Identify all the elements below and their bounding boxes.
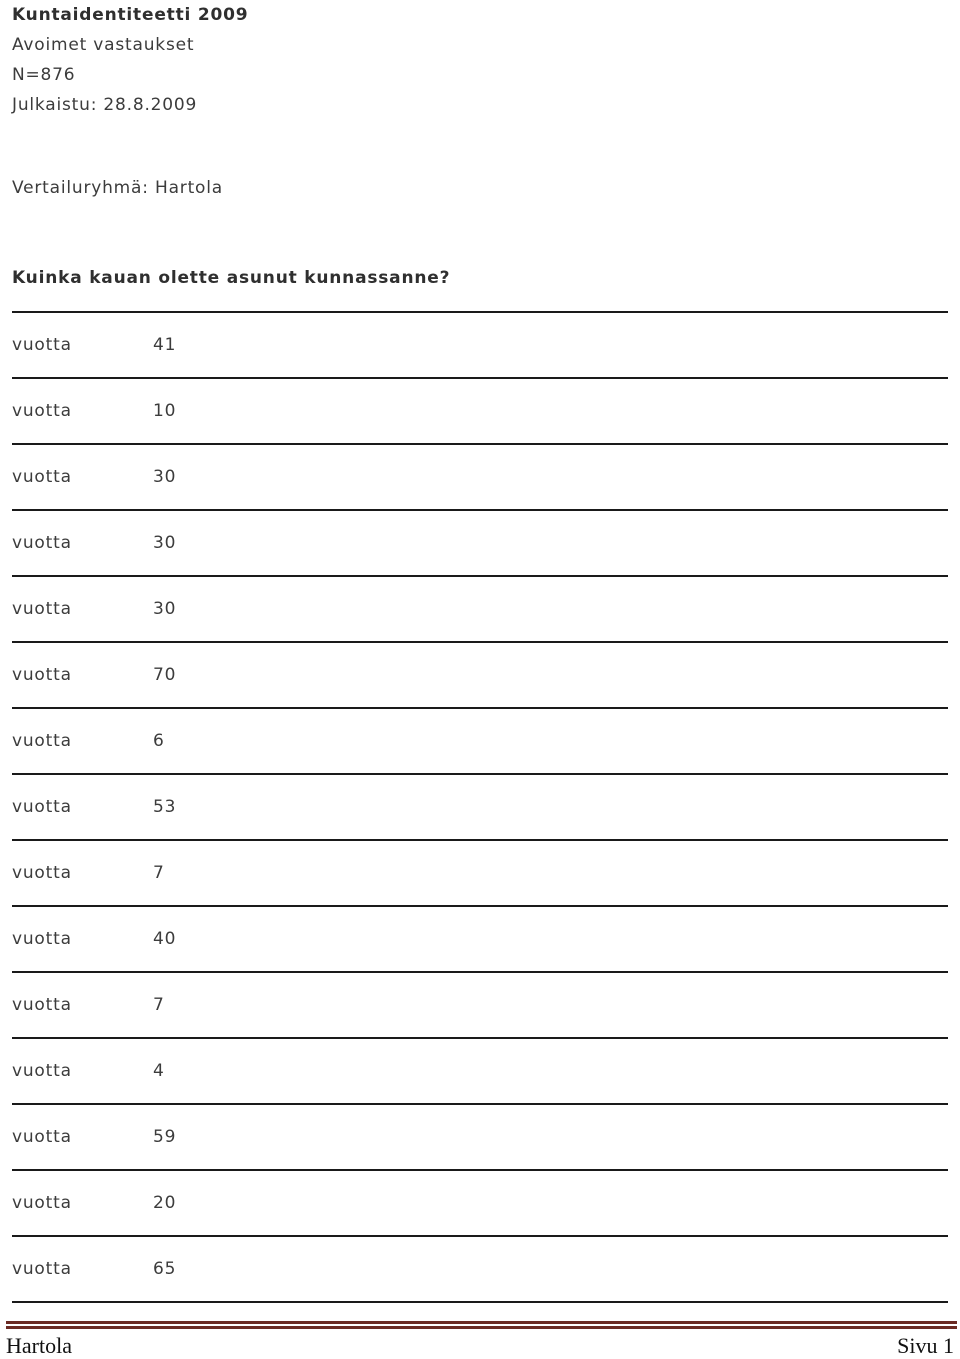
footer-page-number: Sivu 1 [897,1333,954,1358]
row-unit-label: vuotta [12,929,72,949]
footer-rule-top [6,1321,957,1324]
table-row [12,973,948,1039]
row-unit-label: vuotta [12,797,72,817]
row-unit-label: vuotta [12,335,72,355]
table-row [12,379,948,445]
row-unit-label: vuotta [12,467,72,487]
row-value: 30 [153,533,177,553]
table-row [12,445,948,511]
row-unit-label: vuotta [12,731,72,751]
row-value: 30 [153,467,177,487]
answers-list [12,313,948,1303]
answers-table [12,311,948,1303]
row-value: 10 [153,401,177,421]
table-row [12,1237,948,1303]
row-unit-label: vuotta [12,1061,72,1081]
row-unit-label: vuotta [12,533,72,553]
row-value: 20 [153,1193,177,1213]
table-row [12,1039,948,1105]
table-row [12,1105,948,1171]
table-row [12,907,948,973]
row-unit-label: vuotta [12,1127,72,1147]
comparison-group: Vertailuryhmä: Hartola [12,178,223,198]
row-unit-label: vuotta [12,863,72,883]
row-value: 40 [153,929,177,949]
report-header [12,0,248,120]
report-subtitle: Avoimet vastaukset [12,35,195,55]
table-row [12,577,948,643]
table-row [12,511,948,577]
publish-date: Julkaistu: 28.8.2009 [12,95,198,115]
table-row [12,643,948,709]
table-row [12,1171,948,1237]
row-value: 7 [153,995,165,1015]
row-value: 41 [153,335,177,355]
footer-rule-bottom [6,1326,957,1329]
row-value: 30 [153,599,177,619]
row-value: 7 [153,863,165,883]
row-value: 70 [153,665,177,685]
table-row [12,775,948,841]
table-row [12,709,948,775]
table-row [12,313,948,379]
table-row [12,841,948,907]
row-unit-label: vuotta [12,401,72,421]
report-title: Kuntaidentiteetti 2009 [12,5,249,25]
row-value: 59 [153,1127,177,1147]
footer-municipality: Hartola [6,1333,72,1358]
row-value: 53 [153,797,177,817]
row-unit-label: vuotta [12,1193,72,1213]
row-unit-label: vuotta [12,599,72,619]
row-unit-label: vuotta [12,665,72,685]
row-unit-label: vuotta [12,995,72,1015]
response-count: N=876 [12,65,76,85]
row-value: 65 [153,1259,177,1279]
question-title: Kuinka kauan olette asunut kunnassanne? [12,268,451,288]
row-value: 6 [153,731,165,751]
row-value: 4 [153,1061,165,1081]
row-unit-label: vuotta [12,1259,72,1279]
